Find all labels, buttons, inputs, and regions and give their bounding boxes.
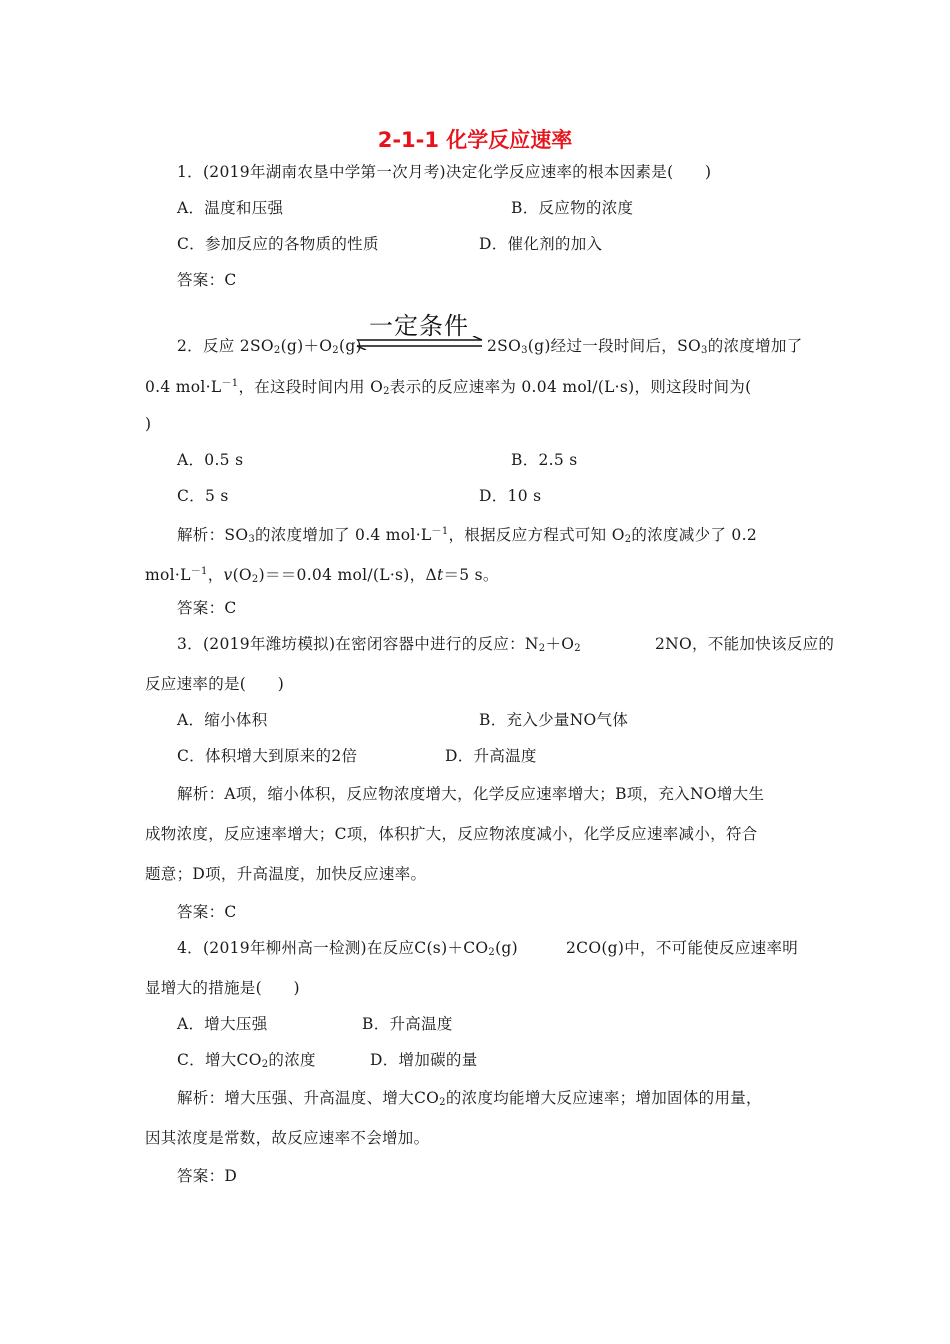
q4-answer: 答案：D [177,1167,238,1185]
q2-option-d: D．10 s [479,487,542,505]
reaction-condition-arrow [353,306,486,356]
q3-option-a: A．缩小体积 [177,711,268,729]
q2-answer: 答案：C [177,599,237,617]
page-title: 2-1-1 化学反应速率 [377,128,573,152]
q3-option-c: C．体积增大到原来的2倍 [177,747,358,765]
q3-stem-right: 2NO，不能加快该反应的 [655,635,835,653]
q3-explanation-line2: 成物浓度，反应速率增大；C项，体积扩大，反应物浓度减小，化学反应速率减小，符合 [145,825,758,843]
q4-option-a: A．增大压强 [177,1015,268,1033]
condition-label: 一定条件 [369,312,469,340]
q4-option-d: D．增加碳的量 [370,1051,478,1069]
q4-explanation-line2: 因其浓度是常数，故反应速率不会增加。 [145,1129,430,1147]
q2-stem-right: $2SO_3(g)$经过一段时间后，$SO_3$的浓度增加了 [487,337,803,356]
q2-explanation-line1: 解析：$SO_3$的浓度增加了 0.4 $mol\cdot L^{-1}$，根据反应方程式可知 $O_2$的浓度减少了 0.2 [177,526,757,545]
q4-option-c: C．增大$CO_2$的浓度 [177,1051,316,1070]
q4-option-b: B．升高温度 [362,1015,453,1033]
q4-stem-line2: 显增大的措施是( ) [145,979,300,997]
q3-stem-left: 3．(2019年潍坊模拟)在密闭容器中进行的反应：$N_2+O_2$ [177,635,581,654]
q3-answer: 答案：C [177,903,237,921]
q1-stem: 1．(2019年湖南农垦中学第一次月考)决定化学反应速率的根本因素是( ) [177,163,712,181]
q2-stem-line2: 0.4 $mol\cdot L^{-1}$，在这段时间内用 $O_2$表示的反应速率为 0.04 mol/(L·s)，则这段时间为( [145,378,752,397]
q1-option-b: B．反应物的浓度 [511,199,634,217]
q1-option-d: D．催化剂的加入 [479,235,603,253]
q1-option-a: A．温度和压强 [177,199,284,217]
q2-option-c: C．5 s [177,487,229,505]
equilibrium-arrow-icon [353,336,486,350]
q4-explanation-line1: 解析：增大压强、升高温度、增大$CO_2$的浓度均能增大反应速率；增加固体的用量， [177,1089,762,1108]
q3-option-d: D．升高温度 [445,747,537,765]
q1-option-c: C．参加反应的各物质的性质 [177,235,379,253]
q3-explanation-line3: 题意；D项，升高温度，加快反应速率。 [145,865,427,883]
q2-stem-line3: ) [145,415,152,433]
q3-option-b: B．充入少量NO气体 [479,711,629,729]
q4-stem-left: 4．(2019年柳州高一检测)在反应$C(s)+CO_2(g)$ [177,939,518,958]
q2-stem-left: 2．反应 $2SO_2(g)+O_2(g)$ [177,337,362,356]
q2-explanation-line2: $mol\cdot L^{-1}$，$v(O_2)==0.04$ mol/(L·s)，Δt＝5 s。 [145,566,499,585]
q4-stem-right: 2CO(g)中，不可能使反应速率明 [566,939,799,957]
q1-answer: 答案：C [177,271,237,289]
q2-option-a: A．0.5 s [177,451,244,469]
q3-stem-line2: 反应速率的是( ) [145,675,285,693]
q2-option-b: B．2.5 s [511,451,578,469]
q3-explanation-line1: 解析：A项，缩小体积，反应物浓度增大，化学反应速率增大；B项，充入NO增大生 [177,785,765,803]
